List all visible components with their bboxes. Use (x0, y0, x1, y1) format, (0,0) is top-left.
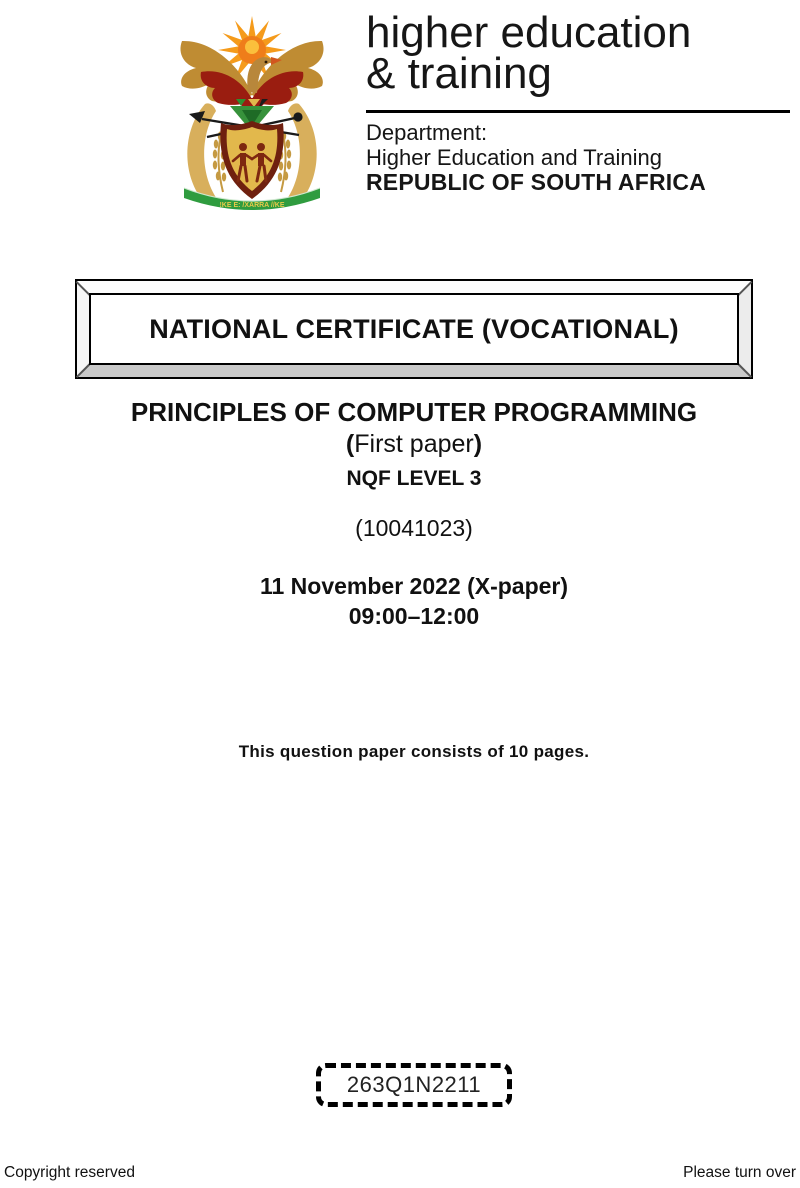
department-name: Higher Education and Training (366, 145, 662, 170)
exam-date: 11 November 2022 (X-paper) (259, 573, 569, 599)
paper-number-box (316, 1063, 512, 1107)
page-footer (4, 1164, 796, 1182)
exam-time: 09:00–12:00 (348, 603, 480, 629)
coat-of-arms-icon (168, 14, 336, 216)
brand-line-1: higher education (366, 8, 692, 57)
certificate-title: NATIONAL CERTIFICATE (VOCATIONAL) (149, 313, 679, 344)
country-name: REPUBLIC OF SOUTH AFRICA (366, 169, 706, 195)
brand-line-2: & training (366, 49, 552, 98)
paper-name: First paper (354, 430, 474, 458)
certificate-title-inner (89, 293, 739, 365)
department-label: Department: (366, 120, 488, 145)
coat-of-arms-motto: !KE E: /XARRA //KE (219, 202, 285, 209)
shield-icon (220, 121, 283, 199)
certificate-title-box (75, 279, 753, 379)
brand-wordmark (366, 8, 692, 98)
subject-title: PRINCIPLES OF COMPUTER PROGRAMMING (130, 397, 698, 427)
turn-over-note: Please turn over (683, 1164, 796, 1181)
pages-note: This question paper consists of 10 pages. (238, 742, 590, 761)
paper-paren-open: ( (345, 430, 355, 458)
brand-underline (366, 110, 790, 113)
paper-number: 263Q1N2211 (346, 1072, 482, 1097)
department-block (366, 120, 706, 195)
exam-code: (10041023) (355, 515, 473, 541)
nqf-level: NQF LEVEL 3 (346, 467, 482, 490)
paper-designation (28, 430, 800, 459)
paper-paren-close: ) (473, 430, 483, 458)
copyright-note: Copyright reserved (4, 1164, 135, 1181)
